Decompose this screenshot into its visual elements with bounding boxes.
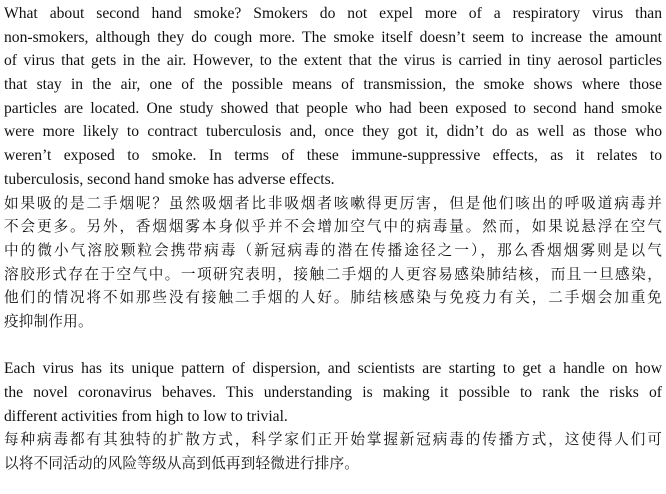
text-line: different activities from high to low to trivial. <box>4 407 288 425</box>
text-line: weren’t exposed to smoke. In terms of these immune-suppressive effects, as it relates to <box>4 147 662 165</box>
paragraph-zh-second-hand-smoke <box>4 192 662 334</box>
text-line: were more likely to contract tuberculosis and, once they got it, didn’t do as well as those who <box>4 123 662 141</box>
text-line: 溶胶形式存在于空气中。一项研究表明，接触二手烟的人更容易感染肺结核，而且一旦感染， <box>4 265 662 283</box>
text-line: 每种病毒都有其独特的扩散方式，科学家们正开始掌握新冠病毒的传播方式，这使得人们可 <box>4 431 662 449</box>
text-line: non-smokers, although they do cough more. The smoke itself doesn’t seem to increase the amount <box>4 28 662 46</box>
paragraph-zh-virus-dispersion <box>4 428 662 475</box>
text-line: 如果吸的是二手烟呢？虽然吸烟者比非吸烟者咳嗽得更厉害，但是他们咳出的呼吸道病毒并 <box>4 194 662 212</box>
text-line: What about second hand smoke? Smokers do not expel more of a respiratory virus than <box>4 5 662 22</box>
paragraph-gap <box>4 334 662 358</box>
text-line: Each virus has its unique pattern of dispersion, and scientists are starting to get a handle on how <box>4 360 662 378</box>
text-line: of virus that gets in the air. However, to the extent that the virus is carried in tiny aerosol particles <box>4 52 662 70</box>
text-line: that stay in the air, one of the possible means of transmission, the smoke shows where those <box>4 76 662 94</box>
paragraph-en-virus-dispersion <box>4 357 662 428</box>
text-line: 他们的情况将不如那些没有接触二手烟的人好。肺结核感染与免疫力有关，二手烟会加重免 <box>4 289 662 307</box>
text-line: 中的微小气溶胶颗粒会携带病毒（新冠病毒的潜在传播途径之一），那么香烟烟雾则是以气 <box>4 241 662 259</box>
paragraph-en-second-hand-smoke <box>4 2 662 192</box>
text-line: 不会更多。另外，香烟烟雾本身似乎并不会增加空气中的病毒量。然而，如果说悬浮在空气 <box>4 218 662 236</box>
document-body <box>4 2 662 476</box>
text-line: 以将不同活动的风险等级从高到低再到轻微进行排序。 <box>4 455 360 473</box>
text-line: tuberculosis, second hand smoke has adverse effects. <box>4 170 335 188</box>
text-line: 疫抑制作用。 <box>4 312 93 330</box>
text-line: the novel coronavirus behaves. This understanding is making it possible to rank the risks of <box>4 384 662 401</box>
text-line: particles are located. One study showed that people who had been exposed to second hand smoke <box>4 99 662 117</box>
